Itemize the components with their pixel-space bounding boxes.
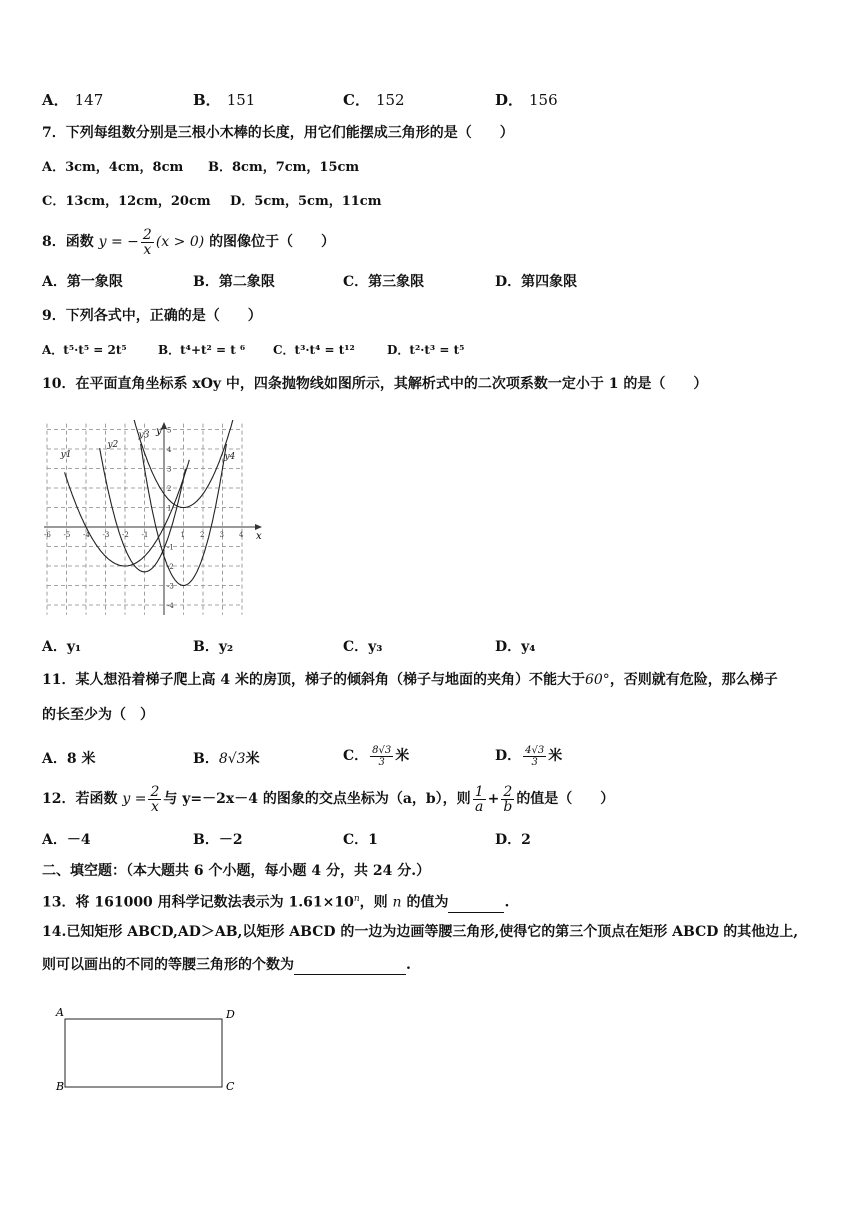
vertex-label-c: C: [226, 1080, 235, 1093]
q8-option-b: B．第二象限: [193, 274, 275, 290]
q8-option-c: C．第三象限: [343, 274, 425, 290]
q12-option-b: B．－2: [193, 832, 243, 848]
q10-option-c: C．y₃: [343, 639, 383, 655]
q11-option-d: D． $\frac{4√3}{3}$ 米: [495, 744, 563, 768]
y-tick-label: 3: [167, 465, 172, 474]
q6-option-c: C． 152: [343, 91, 405, 109]
x-tick-label: -6: [44, 531, 51, 539]
q14-stem-line2: 则可以画出的不同的等腰三角形的个数为 .: [42, 957, 411, 973]
y-tick-label: -4: [167, 602, 174, 610]
q9-option-b: B．t⁴+t² = t ⁶: [158, 343, 246, 357]
answer-blank: [294, 974, 406, 975]
q11-stem-line1: 11．某人想沿着梯子爬上高 4 米的房顶，梯子的倾斜角（梯子与地面的夹角）不能大于60°，否则就有危险，那么梯子: [42, 672, 778, 688]
x-axis-label: x: [256, 531, 262, 542]
q12-option-d: D．2: [495, 832, 531, 848]
x-tick-label: -2: [122, 531, 129, 539]
x-tick-label: 4: [239, 531, 244, 539]
q9-option-d: D．t²·t³ = t⁵: [387, 343, 465, 357]
q11-option-a: A．8 米: [42, 751, 96, 767]
curve-label: y4: [224, 451, 236, 462]
q7-stem: 7．下列每组数分别是三根小木棒的长度，用它们能摆成三角形的是（ ）: [42, 125, 514, 141]
y-tick-label: -1: [167, 543, 174, 552]
x-axis-arrow: [255, 524, 262, 530]
vertex-label-b: B: [56, 1080, 65, 1093]
q8-option-d: D．第四象限: [495, 274, 578, 290]
q6-option-d: D． 156: [495, 91, 558, 109]
q11-stem-line2: 的长至少为（ ）: [42, 707, 154, 723]
x-tick-label: -1: [141, 531, 149, 539]
rectangle-abcd: [65, 1019, 222, 1087]
x-tick-label: -3: [102, 531, 110, 539]
q7-option-c: C．13cm，12cm，20cm: [42, 194, 211, 209]
section-heading: 二、填空题：（本大题共 6 个小题，每小题 4 分，共 24 分.）: [42, 863, 431, 879]
q9-option-a: A．t⁵·t⁵ = 2t⁵: [42, 343, 127, 357]
x-tick-label: 1: [180, 531, 185, 539]
parabola-graph: [40, 420, 270, 620]
x-tick-label: 3: [219, 531, 224, 539]
q13-stem: 13．将 161000 用科学记数法表示为 $1.61\times 10^n$，则 n 的值为 .: [42, 894, 510, 911]
fraction: $\frac{2}{x}$: [142, 226, 152, 258]
x-tick-label: -4: [83, 531, 90, 539]
q6-option-b: B． 151: [193, 91, 256, 109]
parabola-y2: [100, 448, 186, 572]
q12-option-a: A．－4: [42, 832, 91, 848]
y-tick-label: -2: [167, 563, 174, 571]
curve-label: y1: [60, 449, 72, 460]
y-tick-label: 4: [167, 446, 172, 454]
q8-stem: 8．函数 y = − $\frac{2}{x}$ (x > 0) 的图像位于（ ）: [42, 226, 336, 258]
answer-blank: [448, 912, 504, 913]
y-tick-label: 5: [167, 426, 172, 435]
q12-stem: 12．若函数 y = $\frac{2}{x}$ 与 y=－2x－4 的图象的交点坐标为（a，b），则 $\frac{1}{a}$ + $\frac{2}{b}$ 的值是（ ）: [42, 783, 615, 815]
x-tick-label: 2: [200, 531, 205, 539]
q9-option-c: C．t³·t⁴ = t¹²: [273, 343, 355, 357]
q10-option-d: D．y₄: [495, 639, 536, 655]
q7-option-a: A．3cm，4cm，8cm: [42, 160, 184, 175]
q11-option-b: B．8√3米: [193, 751, 260, 767]
curve-label: y2: [107, 440, 119, 451]
rectangle-figure: [52, 1004, 252, 1096]
y-axis-label: y: [156, 426, 162, 437]
q14-stem-line1: 14.已知矩形 ABCD,AD＞AB,以矩形 ABCD 的一边为边画等腰三角形,使得它的第三个顶点在矩形 ABCD 的其他边上,: [42, 924, 799, 940]
q9-stem: 9．下列各式中，正确的是（ ）: [42, 308, 262, 324]
q7-option-d: D．5cm，5cm，11cm: [230, 194, 382, 209]
vertex-label-d: D: [226, 1008, 235, 1021]
q6-option-a: A． 147: [42, 91, 104, 109]
q10-stem: 10．在平面直角坐标系 xOy 中，四条抛物线如图所示，其解析式中的二次项系数一定小于 1 的是（ ）: [42, 376, 708, 392]
y-tick-label: -3: [167, 582, 174, 591]
q8-option-a: A．第一象限: [42, 274, 123, 290]
q7-option-b: B．8cm，7cm，15cm: [208, 160, 360, 175]
y-tick-label: 2: [167, 485, 172, 493]
vertex-label-a: A: [56, 1006, 64, 1019]
q11-option-c: C． $\frac{8√3}{3}$ 米: [343, 744, 410, 768]
y-tick-label: 1: [167, 504, 172, 513]
q12-option-c: C．1: [343, 832, 378, 848]
q10-option-a: A．y₁: [42, 639, 82, 655]
x-tick-label: -5: [63, 531, 71, 539]
curve-label: y3: [138, 430, 150, 441]
q10-option-b: B．y₂: [193, 639, 234, 655]
